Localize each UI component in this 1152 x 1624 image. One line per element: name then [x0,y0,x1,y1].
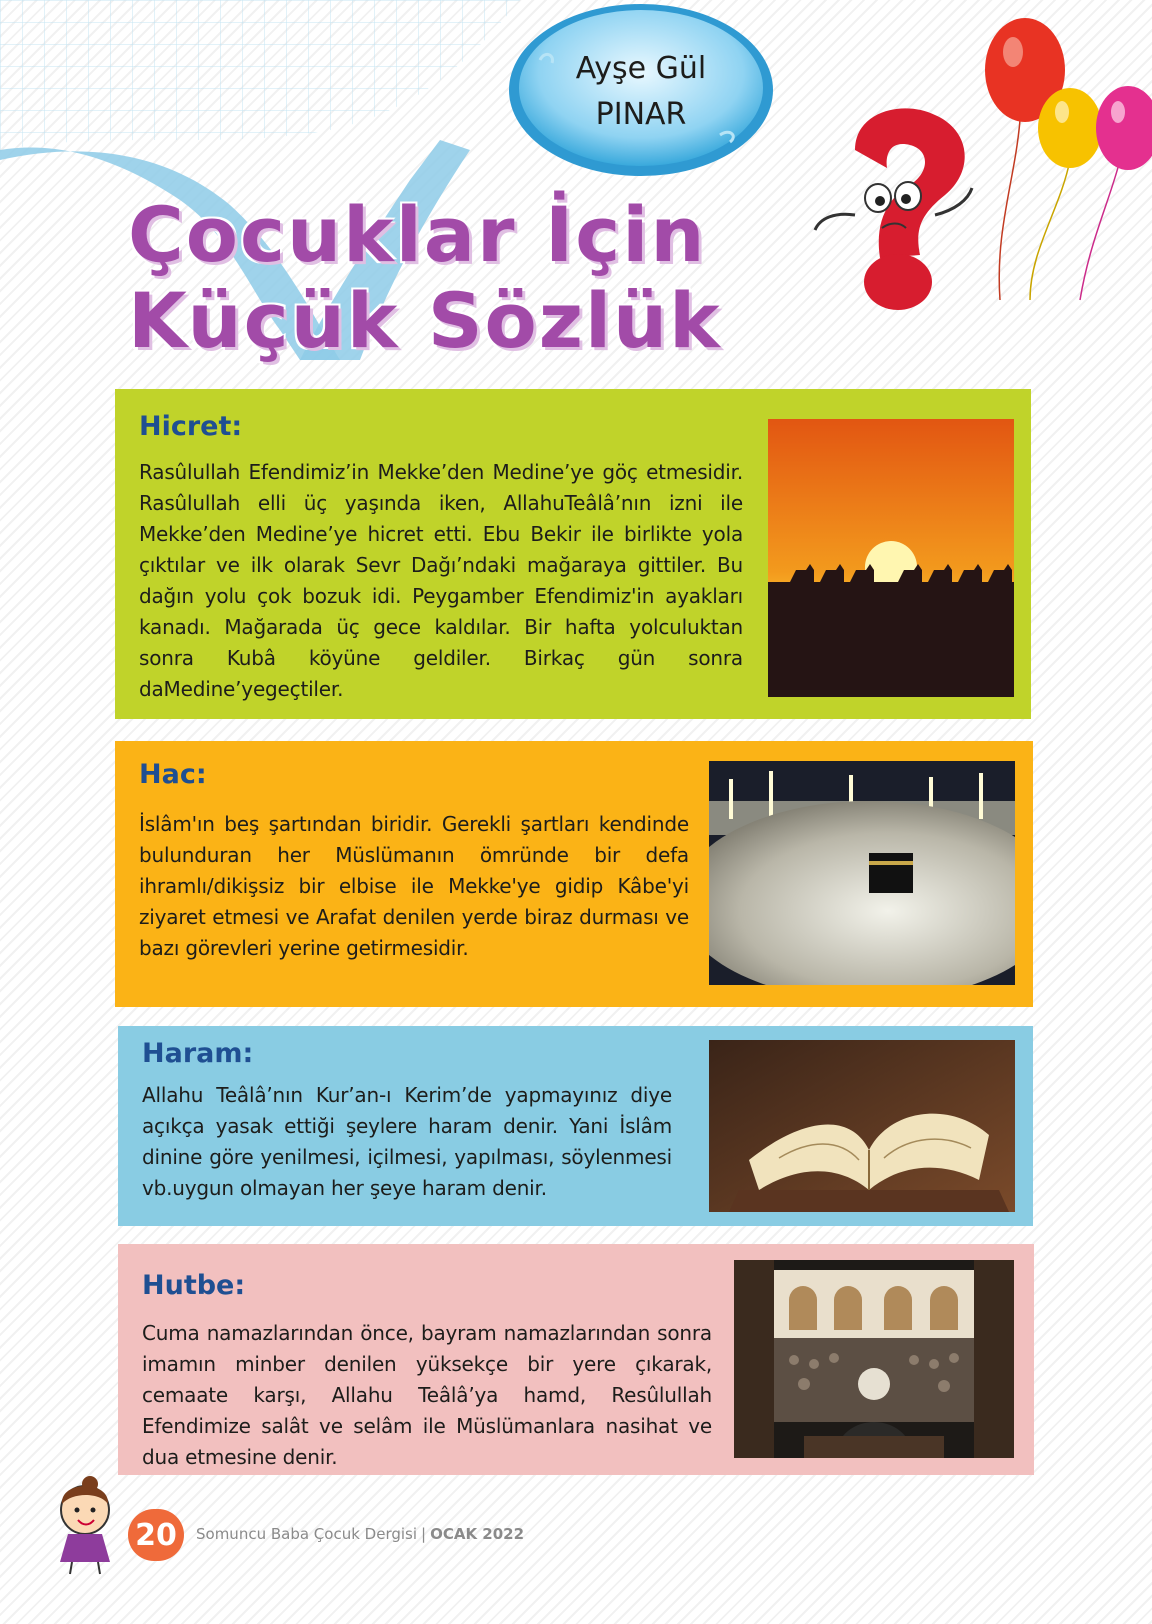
footer-separator: | [421,1525,427,1543]
entry-body-haram: Allahu Teâlâ’nın Kur’an-ı Kerim’de yapmayınız diye açıkça yasak ettiği şeylere haram denir. Yani İslâm dinine göre yenilmesi, içilmesi, yapılması, söylenmesi vb.uygun olmayan her şeye haram denir. [142,1083,672,1200]
entry-title-hutbe: Hutbe: [142,1270,246,1301]
question-mark-icon [815,108,972,310]
mosque-sermon-image [734,1260,1014,1458]
issue-date: OCAK 2022 [430,1525,525,1543]
author-badge [510,8,772,176]
footer-credit [196,1525,524,1543]
balloons-icon [985,18,1152,300]
entry-body-hac: İslâm'ın beş şartından biridir. Gerekli şartları kendinde bulunduran her Müslümanın ömründe bir defa ihramlı/dikişsiz bir elbise ile Mekke'ye gidip Kâbe'yi ziyaret etmesi ve Arafat denilen yerde biraz durması ve bazı görevleri yerine getirmesidir. [139,812,689,960]
girl-mascot-icon [40,1470,130,1580]
entry-title-haram: Haram: [142,1038,254,1069]
kaaba-image [709,761,1015,985]
page-title-line-2: Küçük Sözlük [128,276,722,365]
entry-title-hicret: Hicret: [139,411,243,442]
quran-image [709,1040,1015,1212]
entry-hutbe [118,1244,1034,1475]
desert-caravan-image [768,419,1014,697]
entry-hac [115,741,1033,1007]
author-first-name: Ayşe Gül [575,51,707,86]
entry-hicret [115,389,1031,719]
magazine-name: Somuncu Baba Çocuk Dergisi [196,1525,418,1543]
page-title-line-1: Çocuklar İçin [128,190,707,279]
entry-body-hicret: Rasûlullah Efendimiz’in Mekke’den Medine’ye göç etmesidir. Rasûlullah elli üç yaşında iken, AllahuTeâlâ’nın izni ile Mekke’den Medine’ye hicret etti. Ebu Bekir ile birlikte yola çıktılar ve ilk olarak Sevr Dağı’ndaki mağaraya gittiler. Bu dağın yolu çok bozuk idi. Peygamber Efendimiz'in ayakları kanadı. Mağarada üç gece kaldılar. Bir hafta yolculuktan sonra Kubâ köyüne geldiler. Birkaç gün sonra daMedine’yegeçtiler. [139,460,743,701]
author-last-name: PINAR [595,97,687,132]
entry-haram [118,1026,1033,1226]
page-number: 20 [128,1509,184,1561]
entry-title-hac: Hac: [139,759,207,790]
entry-body-hutbe: Cuma namazlarından önce, bayram namazlarından sonra imamın minber denilen yüksekçe bir yere çıkarak, cemaate karşı, Allahu Teâlâ’ya hamd, Resûlullah Efendimize salât ve selâm ile Müslümanlara nasihat ve dua etmesine denir. [142,1321,712,1469]
